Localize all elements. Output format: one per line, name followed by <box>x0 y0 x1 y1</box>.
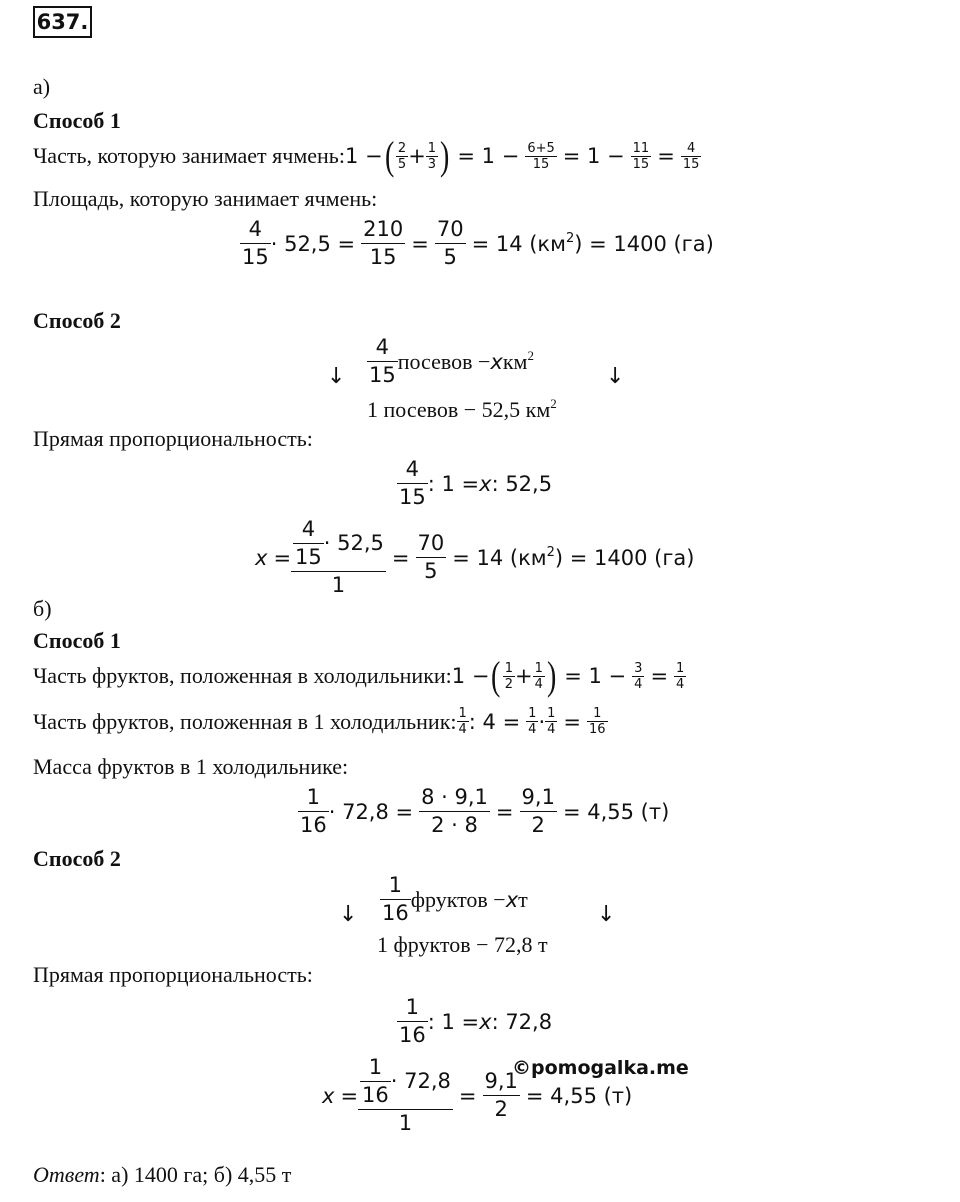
down-arrow-icon: ↓ <box>606 364 625 389</box>
part-b-m1-line1 <box>33 653 686 698</box>
fraction: $\frac{1}{4}$ <box>528 706 537 737</box>
fraction: $\frac{3}{4}$ <box>634 660 643 692</box>
equals: = <box>650 664 669 688</box>
fraction: $\frac{1}{16}$ <box>300 785 327 837</box>
result-text: = 4,55 (т) <box>562 799 670 824</box>
math-one: 1 − <box>344 144 383 168</box>
left-paren: ( <box>384 133 394 178</box>
down-arrow-icon: ↓ <box>327 364 346 389</box>
equals: = <box>391 545 410 570</box>
plus: + <box>515 664 533 688</box>
fraction: $\frac{4}{15}$ <box>242 217 269 269</box>
plus: + <box>408 144 426 168</box>
fraction: $\frac{11}{15}$ <box>632 140 650 172</box>
fraction: $\frac{1}{3}$ <box>427 140 437 172</box>
equals: = <box>273 545 292 570</box>
equals: = <box>657 144 675 168</box>
fraction: $\frac{9,1}{2}$ <box>521 785 555 837</box>
equals: = <box>340 1083 359 1108</box>
fraction: $\frac{1}{2}$ <box>504 660 514 692</box>
result-text: = 14 $(км^2) = 1400$ (га) <box>471 231 714 256</box>
multiply: · 72,8 = <box>328 799 414 824</box>
fraction: $\frac{70}{5}$ <box>417 531 445 583</box>
compound-fraction: $\frac{4}{15}$ · 52,5 1 <box>291 516 386 599</box>
variable-x: x <box>322 1083 335 1108</box>
part-b-method1-heading: Способ 1 <box>33 628 121 653</box>
fraction: $\frac{1}{16}$ <box>382 873 409 925</box>
unit: т <box>518 886 528 912</box>
part-b-m1-line2 <box>33 706 608 737</box>
divide: : 4 = <box>468 709 521 734</box>
fraction: $\frac{2}{5}$ <box>397 140 407 172</box>
part-b-proportion <box>397 994 552 1049</box>
part-b-m2-row2: 1 фруктов − 72,8 т <box>377 932 548 957</box>
compound-fraction: $\frac{1}{16}$ · 72,8 1 <box>358 1054 453 1137</box>
answer <box>33 1162 291 1188</box>
ratio-text: : 52,5 <box>491 471 553 496</box>
fraction: $\frac{1}{4}$ <box>676 660 685 692</box>
equals: = <box>495 799 514 824</box>
part-a-method1-heading: Способ 1 <box>33 108 121 133</box>
answer-text: : а) 1400 га; б) 4,55 т <box>99 1162 292 1187</box>
part-a-m1-line1 <box>33 133 701 178</box>
math-one: 1 − <box>451 664 490 688</box>
row-text: посевов − <box>397 348 491 374</box>
equals: = <box>563 709 582 734</box>
fraction: $\frac{4}{15}$ <box>399 457 426 509</box>
fraction: $\frac{1}{4}$ <box>534 660 543 692</box>
equals: = 1 − <box>562 144 625 168</box>
part-b-proportion-label: Прямая пропорциональность: <box>33 962 313 987</box>
variable-x: x <box>255 545 268 570</box>
fraction: $\frac{210}{15}$ <box>363 217 404 269</box>
part-b-m1-line2-text: Часть фруктов, положенная в 1 холодильник: <box>33 708 457 734</box>
part-b-m2-row1 <box>380 872 528 927</box>
part-b-m1-line4 <box>298 784 669 839</box>
down-arrow-icon: ↓ <box>597 902 616 927</box>
part-a-solution <box>255 516 694 599</box>
fraction: $\frac{6+5}{15}$ <box>527 140 555 172</box>
fraction: $\frac{1}{16}$ <box>399 995 426 1047</box>
ratio-text: : 1 = <box>427 1009 480 1034</box>
variable-x: x <box>479 1009 492 1034</box>
watermark-text: ©pomogalka.me <box>512 1057 689 1079</box>
equals: = <box>458 1083 477 1108</box>
part-b-m1-line1-text: Часть фруктов, положенная в холодильники: <box>33 663 452 688</box>
result-text: = 4,55 (т) <box>525 1083 633 1108</box>
right-paren: ) <box>546 653 557 698</box>
part-b-label: б) <box>33 596 52 621</box>
row-text: фруктов − <box>410 886 506 912</box>
multiply: · <box>538 709 546 734</box>
variable-x: x <box>479 471 492 496</box>
part-a-proportion <box>397 456 552 511</box>
part-b-solution <box>322 1054 632 1137</box>
down-arrow-icon: ↓ <box>339 902 358 927</box>
part-a-m2-row1 <box>367 334 534 389</box>
fraction: $\frac{4}{15}$ <box>369 335 396 387</box>
result-text: = 14 $(км^2) = 1400$ (га) <box>452 545 695 570</box>
part-b-m1-line3: Масса фруктов в 1 холодильнике: <box>33 754 349 779</box>
part-a-m1-line1-text: Часть, которую занимает ячмень: <box>33 143 345 168</box>
multiply: · 52,5 = <box>270 231 356 256</box>
fraction: $\frac{1}{4}$ <box>458 706 467 737</box>
part-a-m1-line3 <box>240 216 714 271</box>
part-b-method2-heading: Способ 2 <box>33 846 121 871</box>
variable-x: x <box>505 887 519 912</box>
equals: = <box>411 231 429 256</box>
part-a-label: а) <box>33 74 51 99</box>
left-paren: ( <box>491 653 501 698</box>
part-a-method2-heading: Способ 2 <box>33 308 121 333</box>
unit: $км^2$ <box>502 348 534 374</box>
fraction: $\frac{8 \cdot 9,1}{2 \cdot 8}$ <box>421 785 488 837</box>
part-a-m1-line2: Площадь, которую занимает ячмень: <box>33 186 378 211</box>
fraction: $\frac{1}{16}$ <box>589 706 606 737</box>
fraction: $\frac{4}{15}$ <box>682 140 700 172</box>
fraction: $\frac{1}{4}$ <box>547 706 556 737</box>
right-paren: ) <box>440 133 450 178</box>
answer-label: Ответ <box>33 1162 100 1187</box>
part-a-m2-row2: 1 посевов − 52,5 $км^2$ <box>367 396 557 422</box>
ratio-text: : 72,8 <box>491 1009 553 1034</box>
ratio-text: : 1 = <box>427 471 480 496</box>
equals: = 1 − <box>457 144 520 168</box>
fraction: $\frac{70}{5}$ <box>436 217 464 269</box>
fraction: $\frac{9,1}{2}$ <box>484 1069 518 1121</box>
equals: = 1 − <box>564 664 627 688</box>
problem-number: 637. <box>33 6 92 38</box>
variable-x: x <box>490 349 503 374</box>
part-a-proportion-label: Прямая пропорциональность: <box>33 426 313 451</box>
